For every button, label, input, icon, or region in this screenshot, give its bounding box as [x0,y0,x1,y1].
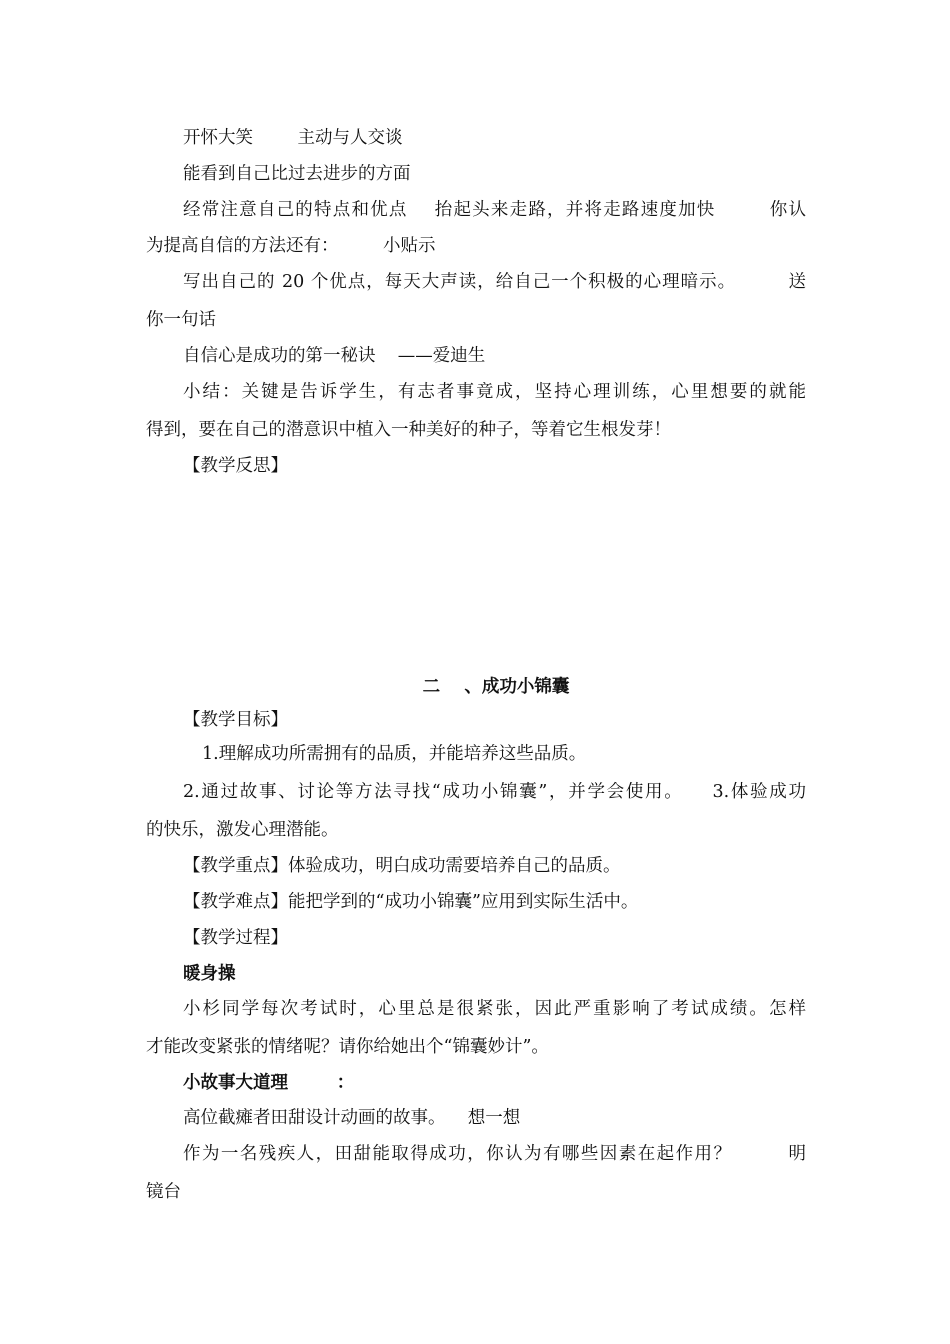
text-line: 镜台 [146,1182,181,1202]
text-line: 【教学过程】 [183,928,288,948]
text-line: 【教学重点】体验成功，明白成功需要培养自己的品质。 [183,856,621,876]
text-line: 才能改变紧张的情绪呢？请你给她出个“锦囊妙计”。 [146,1037,549,1057]
text-line: 的快乐，激发心理潜能。 [146,820,339,840]
text-line: 写出自己的 20 个优点，每天大声读，给自己一个积极的心理暗示。 送 [183,272,806,292]
text-line: 小结：关键是告诉学生，有志者事竟成，坚持心理训练，心里想要的就能 [183,382,806,402]
text-line: 开怀大笑 主动与人交谈 [183,128,403,148]
text-line: 作为一名残疾人，田甜能取得成功，你认为有哪些因素在起作用？ 明 [183,1144,806,1164]
text-line: 自信心是成功的第一秘诀 ——爱迪生 [183,346,486,366]
section-title: 二 、成功小锦囊 [422,677,570,697]
text-line: 1.理解成功所需拥有的品质，并能培养这些品质。 [202,744,587,764]
text-line: 你一句话 [146,310,216,330]
subheading: 小故事大道理 ： [183,1073,355,1093]
text-line: 小杉同学每次考试时，心里总是很紧张，因此严重影响了考试成绩。怎样 [183,999,806,1019]
text-line: 【教学反思】 [183,456,288,476]
text-line: 为提高自信的方法还有： 小贴示 [146,236,436,256]
text-line: 高位截瘫者田甜设计动画的故事。 想一想 [183,1108,521,1128]
text-line: 【教学目标】 [183,710,288,730]
text-line: 能看到自己比过去进步的方面 [183,164,411,184]
text-line: 2.通过故事、讨论等方法寻找“成功小锦囊”，并学会使用。 3.体验成功 [183,782,806,802]
text-line: 经常注意自己的特点和优点 抬起头来走路，并将走路速度加快 你认 [183,200,806,220]
text-line: 【教学难点】能把学到的“成功小锦囊”应用到实际生活中。 [183,892,639,912]
subheading: 暖身操 [183,964,236,984]
text-line: 得到，要在自己的潜意识中植入一种美好的种子，等着它生根发芽！ [146,420,671,440]
